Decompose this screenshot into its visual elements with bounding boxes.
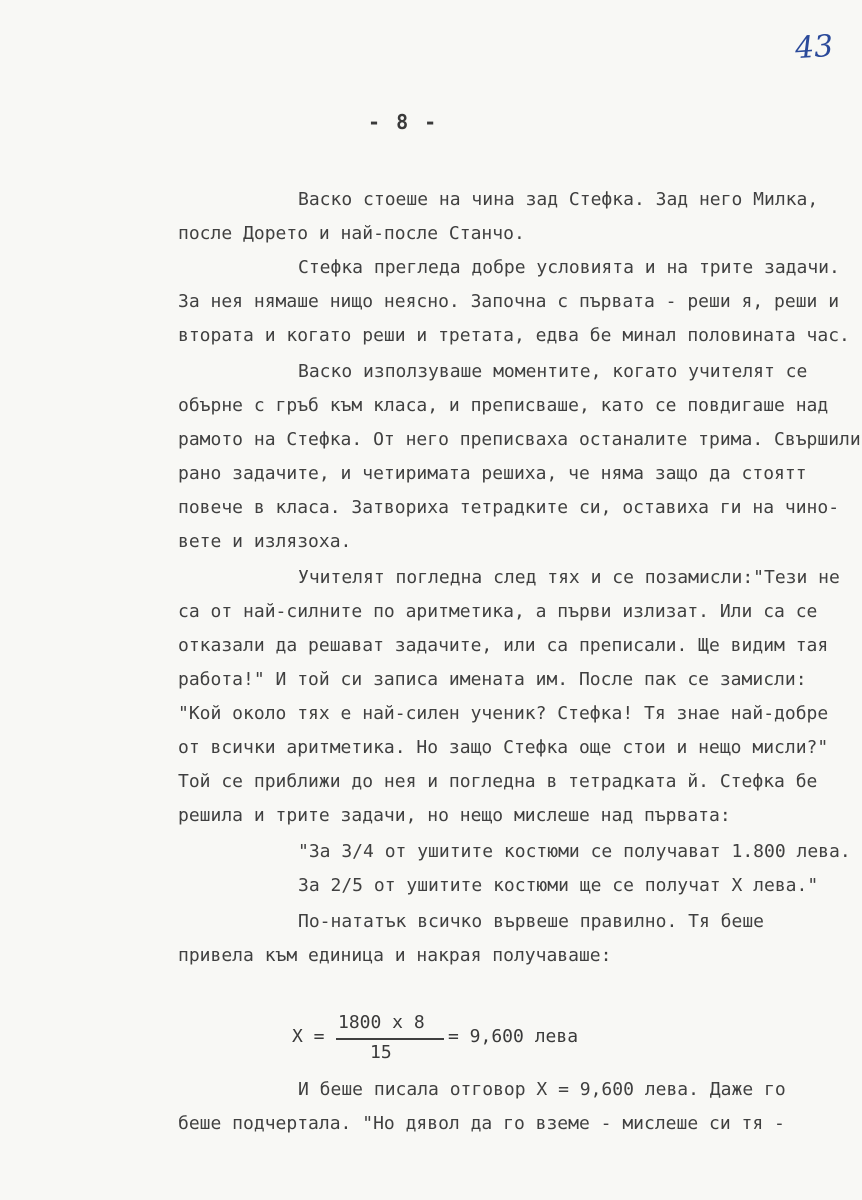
handwritten-folio-number: 43 xyxy=(793,28,835,67)
text-line: По-нататък всичко вървеше правилно. Тя беше xyxy=(298,911,764,932)
text-line: И беше писала отговор Х = 9,600 лева. Даже го xyxy=(298,1079,786,1100)
text-line: работа!" И той си записа имената им. После пак се замисли: xyxy=(178,669,807,690)
text-line: втората и когато реши и третата, едва бе минал половината час. xyxy=(178,325,850,346)
fraction-bar xyxy=(336,1038,444,1040)
scan-edge-mark xyxy=(18,20,64,30)
formula-numerator: 1800 х 8 xyxy=(338,1012,425,1033)
text-line: решила и трите задачи, но нещо мислеше над първата: xyxy=(178,805,731,826)
text-line: Той се приближи до нея и погледна в тетрадката й. Стефка бе xyxy=(178,771,818,792)
text-line: За нея нямаше нищо неясно. Започна с първата - реши я, реши и xyxy=(178,291,840,312)
formula xyxy=(292,1010,632,1070)
text-line: Стефка прегледа добре условията и на трите задачи. xyxy=(298,257,840,278)
page-number: - 8 - xyxy=(368,110,439,134)
text-line: беше подчертала. "Но дявол да го вземе - мислеше си тя - xyxy=(178,1113,785,1134)
text-line: са от най-силните по аритметика, а първи излизат. Или са се xyxy=(178,601,818,622)
formula-result: = 9,600 лева xyxy=(448,1026,579,1047)
quoted-line: За 2/5 от ушитите костюми ще се получат Х лева." xyxy=(298,875,819,896)
text-line: привела към единица и накрая получаваше: xyxy=(178,945,612,966)
text-line: после Дорето и най-после Станчо. xyxy=(178,223,525,244)
text-line: от всички аритметика. Но защо Стефка още стои и нещо мисли?" xyxy=(178,737,829,758)
text-line: Васко използуваше моментите, когато учителят се xyxy=(298,361,808,382)
text-line: отказали да решават задачите, или са преписали. Ще видим тая xyxy=(178,635,829,656)
text-line: Васко стоеше на чина зад Стефка. Зад него Милка, xyxy=(298,189,819,210)
text-line: обърне с гръб към класа, и преписваше, като се повдигаше над xyxy=(178,395,829,416)
text-line: Учителят погледна след тях и се позамисли:"Тези не xyxy=(298,567,840,588)
text-line: рамото на Стефка. От него преписваха останалите трима. Свършили xyxy=(178,429,861,450)
text-line: "Кой около тях е най-силен ученик? Стефка! Тя знае най-добре xyxy=(178,703,829,724)
formula-denominator: 15 xyxy=(370,1042,392,1063)
text-line: вете и излязоха. xyxy=(178,531,352,552)
text-line: рано задачите, и четиримата решиха, че няма защо да стоятт xyxy=(178,463,807,484)
text-line: повече в класа. Затвориха тетрадките си, оставиха ги на чино- xyxy=(178,497,840,518)
formula-lhs: Х = xyxy=(292,1026,325,1047)
quoted-line: "За 3/4 от ушитите костюми се получават 1.800 лева. xyxy=(298,841,851,862)
